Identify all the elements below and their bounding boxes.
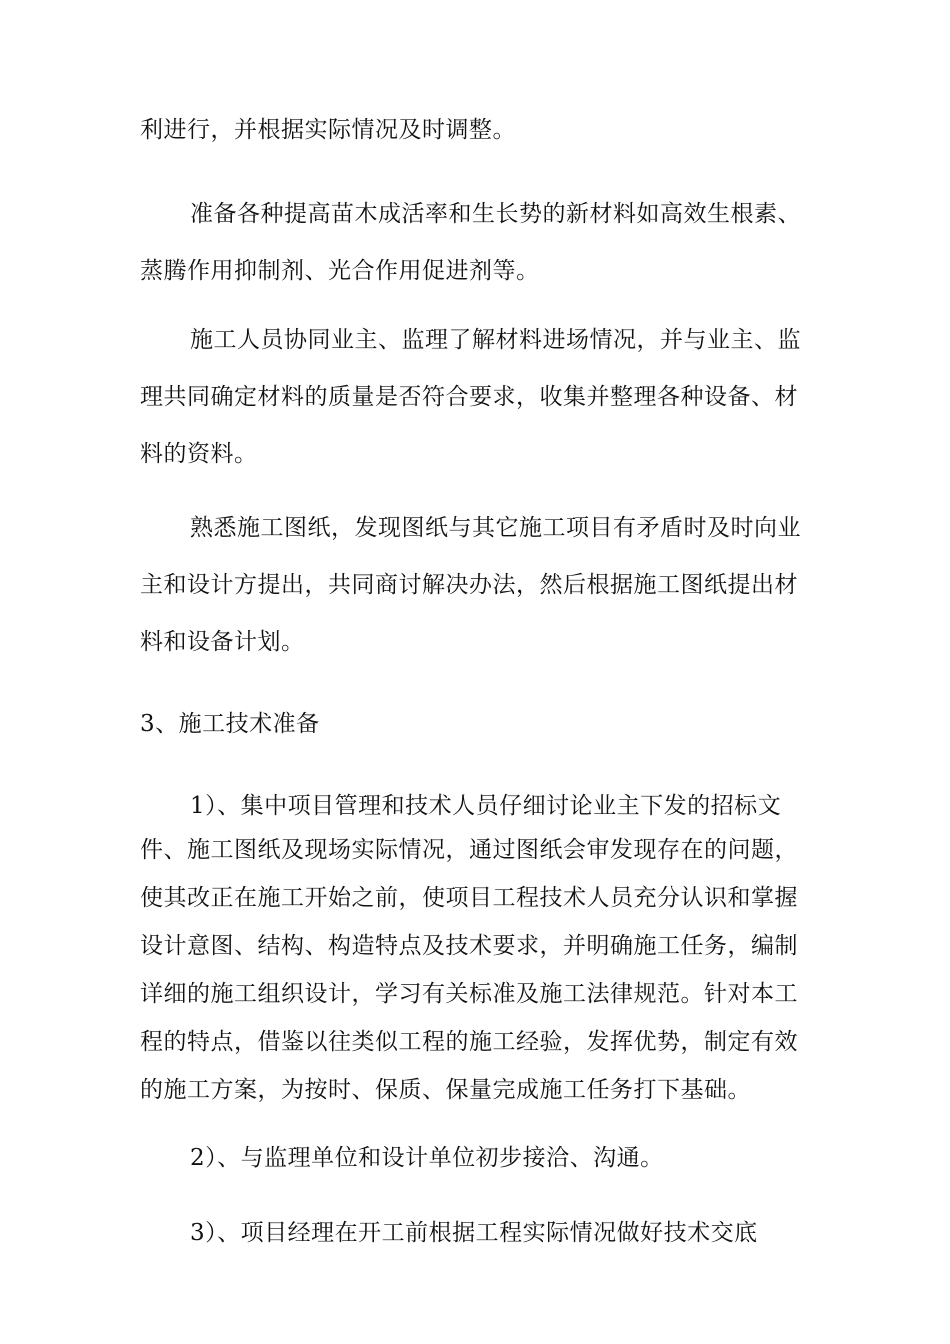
text-line: 料和设备计划。 — [140, 629, 305, 655]
text-line: 使其改正在施工开始之前，使项目工程技术人员充分认识和掌握 — [140, 885, 798, 911]
text-line: 1）、集中项目管理和技术人员仔细讨论业主下发的招标文 — [190, 793, 782, 819]
text-line: 主和设计方提出，共同商讨解决办法，然后根据施工图纸提出材 — [140, 572, 798, 598]
text-line: 设计意图、结构、构造特点及技术要求，并明确施工任务，编制 — [140, 933, 798, 959]
text-line: 理共同确定材料的质量是否符合要求，收集并整理各种设备、材 — [140, 384, 798, 410]
text-line: 2）、与监理单位和设计单位初步接洽、沟通。 — [190, 1145, 664, 1171]
text-line: 料的资料。 — [140, 441, 258, 467]
text-line: 施工人员协同业主、监理了解材料进场情况，并与业主、监 — [190, 327, 801, 353]
text-line: 详细的施工组织设计，学习有关标准及施工法律规范。针对本工 — [140, 981, 798, 1007]
text-line: 利进行，并根据实际情况及时调整。 — [140, 117, 516, 143]
text-line: 程的特点，借鉴以往类似工程的施工经验，发挥优势，制定有效 — [140, 1029, 798, 1055]
text-line: 的施工方案，为按时、保质、保量完成施工任务打下基础。 — [140, 1077, 751, 1103]
text-line: 准备各种提高苗木成活率和生长势的新材料如高效生根素、 — [190, 201, 801, 227]
section-heading: 3、施工技术准备 — [140, 711, 320, 737]
text-line: 熟悉施工图纸，发现图纸与其它施工项目有矛盾时及时向业 — [190, 515, 801, 541]
text-line: 蒸腾作用抑制剂、光合作用促进剂等。 — [140, 258, 540, 284]
text-line: 件、施工图纸及现场实际情况，通过图纸会审发现存在的问题， — [140, 837, 798, 863]
text-line: 3）、项目经理在开工前根据工程实际情况做好技术交底 — [190, 1220, 758, 1246]
